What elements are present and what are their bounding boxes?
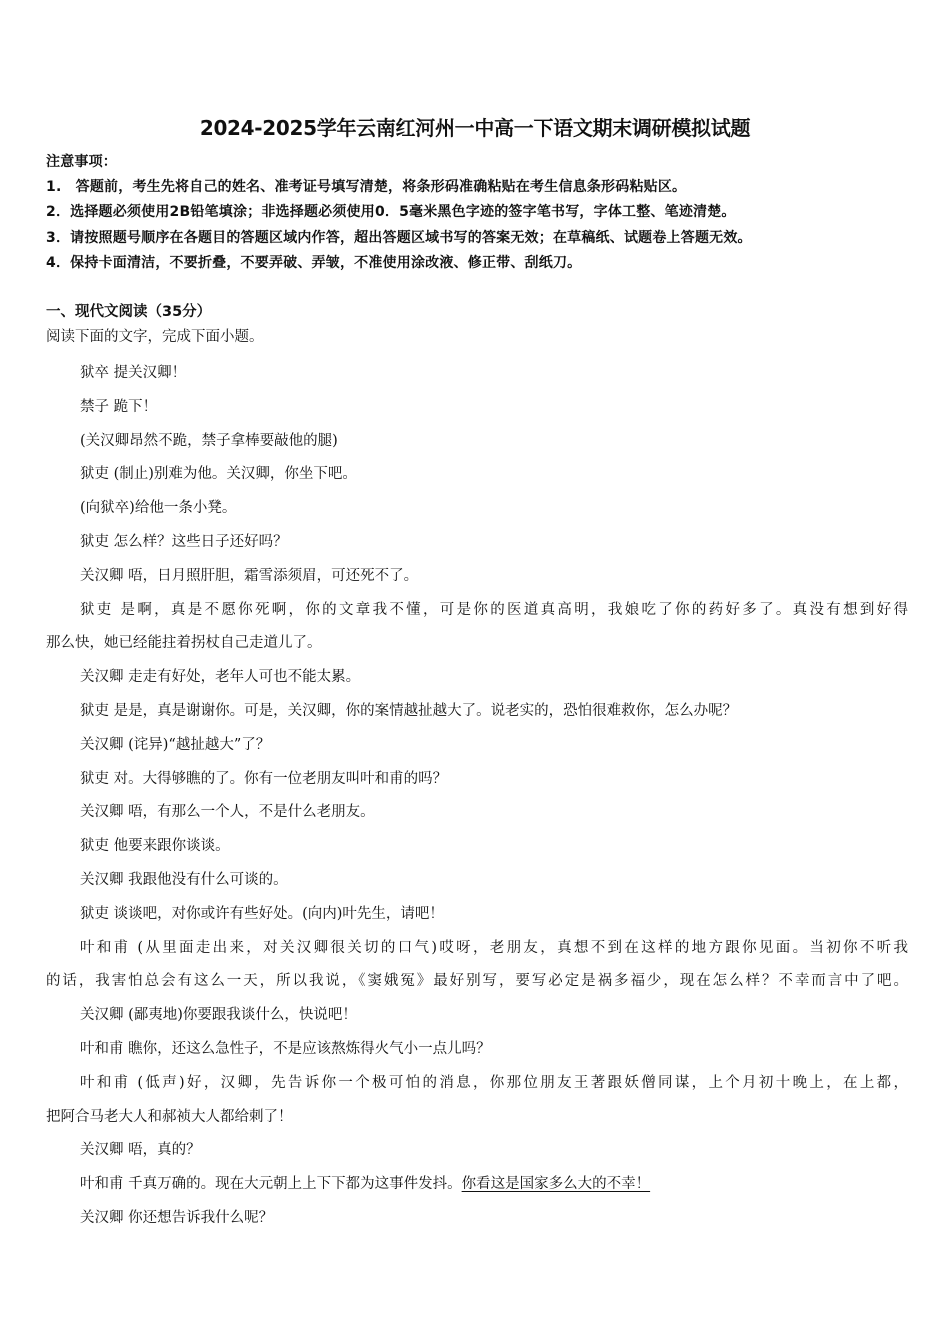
passage-line (46, 898, 908, 932)
passage-line (46, 864, 908, 898)
passage-line (46, 729, 908, 763)
passage-text: 关汉卿 走走有好处，老年人可也不能太累。 (80, 669, 361, 686)
passage-text: 叶和甫 千真万确的。现在大元朝上上下下都为这事件发抖。 (80, 1176, 462, 1193)
section-heading: 一、现代文阅读（35分） (46, 304, 212, 320)
passage-line (46, 1101, 908, 1135)
passage-text: 关汉卿 (鄙夷地)你要跟我谈什么，快说吧！ (80, 1007, 357, 1024)
passage-text: 狱吏 怎么样？这些日子还好吗？ (80, 533, 288, 550)
passage-text: 叶和甫 (低声)好，汉卿，先告诉你一个极可怕的消息，你那位朋友王著跟妖僧同谋，上个月初十晚上，在上都， (80, 1074, 908, 1091)
passage-line (46, 492, 908, 526)
note-item: 1. 答题前，考生先将自己的姓名、准考证号填写清楚，将条形码准确粘贴在考生信息条形码粘贴区。 (46, 179, 687, 196)
passage-text: 禁子 跪下！ (80, 398, 158, 415)
passage-text: 关汉卿 (诧异)“越扯越大”了？ (80, 736, 271, 753)
passage-line (46, 560, 908, 594)
passage-line (46, 357, 908, 391)
passage-text: 狱卒 提关汉卿！ (80, 365, 187, 381)
passage-line (46, 1168, 908, 1202)
passage-text: (向狱卒)给他一条小凳。 (80, 500, 237, 517)
passage-line (46, 1202, 908, 1236)
passage-line (46, 830, 908, 864)
passage-text: 的话，我害怕总会有这么一天，所以我说，《窦娥冤》最好别写，要写必定是祸多福少，现在怎么样？不幸而言中了吧。 (46, 973, 908, 990)
passage-line (46, 965, 908, 999)
passage-text: 狱吏 (制止)别难为他。关汉卿，你坐下吧。 (80, 466, 357, 483)
passage-line (46, 1033, 908, 1067)
passage-text: 叶和甫 瞧你，还这么急性子，不是应该熬炼得火气小一点儿吗？ (80, 1040, 491, 1057)
passage-line (46, 932, 908, 966)
passage-text: 狱吏 他要来跟你谈谈。 (80, 838, 230, 855)
passage-line (46, 695, 908, 729)
passage-text: 狱吏 是是，真是谢谢你。可是，关汉卿，你的案情越扯越大了。说老实的，恐怕很难救你，怎么办呢？ (80, 702, 738, 719)
passage-text: 那么快，她已经能拄着拐杖自己走道儿了。 (46, 635, 322, 652)
passage-text: 把阿合马老大人和郝祯大人都给刺了！ (46, 1108, 293, 1125)
passage-text: 叶和甫 (从里面走出来，对关汉卿很关切的口气)哎呀，老朋友，真想不到在这样的地方跟你见面。当初你不听我 (80, 939, 908, 956)
note-item: 3．请按照题号顺序在各题目的答题区域内作答，超出答题区域书写的答案无效；在草稿纸、试题卷上答题无效。 (46, 229, 752, 246)
passage-line (46, 526, 908, 560)
notes-heading: 注意事项： (46, 154, 117, 170)
section-intro: 阅读下面的文字，完成下面小题。 (46, 329, 264, 345)
passage-text: 关汉卿 我跟他没有什么可谈的。 (80, 871, 288, 888)
passage-line (46, 627, 908, 661)
passage-line (46, 458, 908, 492)
note-item: 2．选择题必须使用2B铅笔填涂；非选择题必须使用0．5毫米黑色字迹的签字笔书写，字体工整、笔迹清楚。 (46, 204, 736, 221)
passage-text: 关汉卿 唔，有那么一个人，不是什么老朋友。 (80, 804, 375, 821)
passage-line (46, 796, 908, 830)
passage-text: (关汉卿昂然不跪，禁子拿棒要敲他的腿) (80, 432, 338, 449)
exam-notes (46, 150, 916, 276)
note-item: 4．保持卡面清洁，不要折叠，不要弄破、弄皱，不准使用涂改液、修正带、刮纸刀。 (46, 254, 582, 271)
passage-line (46, 391, 908, 425)
passage-line (46, 661, 908, 695)
passage-text: 狱吏 谈谈吧，对你或许有些好处。(向内)叶先生，请吧！ (80, 905, 444, 922)
passage-line (46, 594, 908, 628)
passage-text: 狱吏 对。大得够瞧的了。你有一位老朋友叫叶和甫的吗？ (80, 770, 448, 787)
passage-text: 关汉卿 你还想告诉我什么呢？ (80, 1209, 274, 1226)
reading-passage (46, 357, 908, 1236)
passage-text: 关汉卿 唔，日月照肝胆，霜雪添须眉，可还死不了。 (80, 567, 419, 584)
passage-line (46, 999, 908, 1033)
passage-line (46, 763, 908, 797)
passage-line (46, 1134, 908, 1168)
underlined-sentence: 你看这是国家多么大的不幸！ (461, 1176, 651, 1193)
page-title: 2024-2025学年云南红河州一中高一下语文期末调研模拟试题 (199, 116, 751, 140)
passage-line (46, 425, 908, 459)
passage-line (46, 1067, 908, 1101)
passage-text: 狱吏 是啊，真是不愿你死啊，你的文章我不懂，可是你的医道真高明，我娘吃了你的药好多了。真没有想到好得 (80, 601, 908, 618)
passage-text: 关汉卿 唔，真的？ (80, 1142, 201, 1159)
